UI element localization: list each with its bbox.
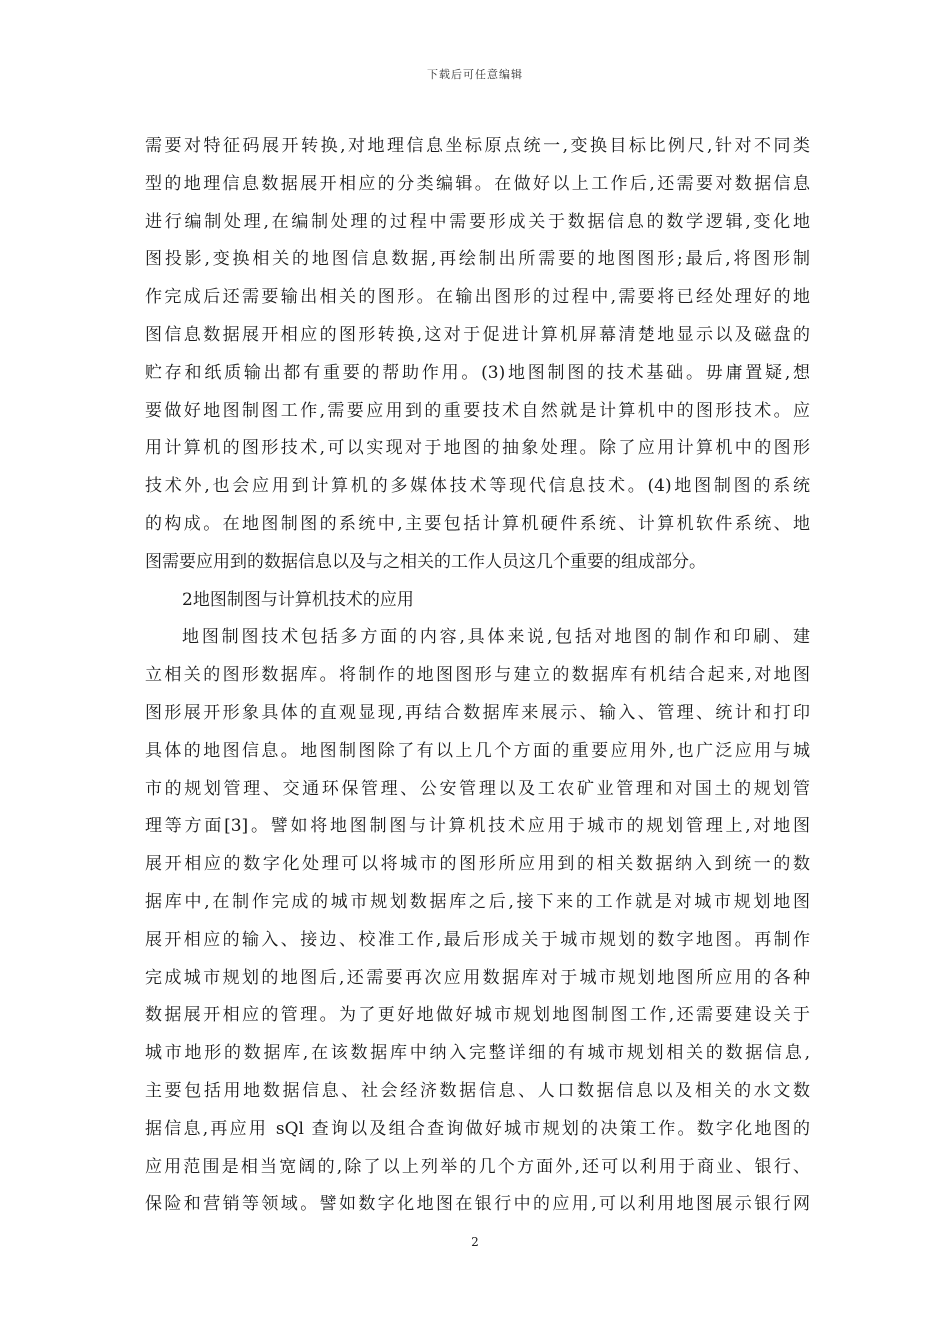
text-line: 据信息,再应用 sQl 查询以及组合查询做好城市规划的决策工作。数字化地图的 bbox=[145, 1118, 810, 1139]
text-line: 用计算机的图形技术,可以实现对于地图的抽象处理。除了应用计算机中的图形 bbox=[145, 438, 810, 459]
text-line: 需要对特征码展开转换,对地理信息坐标原点统一,变换目标比例尺,针对不同类 bbox=[145, 136, 810, 156]
text-line: 图形展开形象具体的直观显现,再结合数据库来展示、输入、管理、统计和打印 bbox=[145, 702, 810, 723]
text-line: 要做好地图制图工作,需要应用到的重要技术自然就是计算机中的图形技术。应 bbox=[145, 400, 810, 421]
document-body bbox=[145, 128, 810, 1224]
text-line: 展开相应的数字化处理可以将城市的图形所应用到的相关数据纳入到统一的数 bbox=[145, 854, 810, 875]
text-line: 城市地形的数据库,在该数据库中纳入完整详细的有城市规划相关的数据信息, bbox=[145, 1043, 810, 1064]
text-line: 保险和营销等领域。譬如数字化地图在银行中的应用,可以利用地图展示银行网 bbox=[145, 1194, 810, 1215]
text-line: 图需要应用到的数据信息以及与之相关的工作人员这几个重要的组成部分。 bbox=[145, 551, 706, 572]
text-line: 应用范围是相当宽阔的,除了以上列举的几个方面外,还可以利用于商业、银行、 bbox=[145, 1156, 810, 1177]
text-line: 理等方面[3]。譬如将地图制图与计算机技术应用于城市的规划管理上,对地图 bbox=[145, 816, 810, 837]
text-line: 作完成后还需要输出相关的图形。在输出图形的过程中,需要将已经处理好的地 bbox=[145, 287, 810, 308]
text-line: 图投影,变换相关的地图信息数据,再绘制出所需要的地图图形;最后,将图形制 bbox=[145, 249, 810, 270]
text-line: 主要包括用地数据信息、社会经济数据信息、人口数据信息以及相关的水文数 bbox=[145, 1080, 810, 1101]
text-line: 图信息数据展开相应的图形转换,这对于促进计算机屏幕清楚地显示以及磁盘的 bbox=[145, 324, 810, 345]
text-line: 据库中,在制作完成的城市规划数据库之后,接下来的工作就是对城市规划地图 bbox=[145, 891, 810, 912]
page-header: 下载后可任意编辑 bbox=[427, 68, 523, 81]
text-line: 数据展开相应的管理。为了更好地做好城市规划地图制图工作,还需要建设关于 bbox=[145, 1005, 810, 1026]
text-line: 具体的地图信息。地图制图除了有以上几个方面的重要应用外,也广泛应用与城 bbox=[145, 740, 810, 761]
text-line: 技术外,也会应用到计算机的多媒体技术等现代信息技术。(4)地图制图的系统 bbox=[145, 476, 810, 497]
page-number: 2 bbox=[471, 1235, 479, 1249]
text-line: 贮存和纸质输出都有重要的帮助作用。(3)地图制图的技术基础。毋庸置疑,想 bbox=[145, 362, 810, 383]
text-line: 的构成。在地图制图的系统中,主要包括计算机硬件系统、计算机软件系统、地 bbox=[145, 513, 810, 534]
text-line: 型的地理信息数据展开相应的分类编辑。在做好以上工作后,还需要对数据信息 bbox=[145, 173, 810, 194]
text-line: 立相关的图形数据库。将制作的地图图形与建立的数据库有机结合起来,对地图 bbox=[145, 665, 810, 686]
text-line: 市的规划管理、交通环保管理、公安管理以及工农矿业管理和对国土的规划管 bbox=[145, 778, 810, 799]
text-line: 进行编制处理,在编制处理的过程中需要形成关于数据信息的数学逻辑,变化地 bbox=[145, 211, 810, 232]
section-heading: 2地图制图与计算机技术的应用 bbox=[182, 589, 414, 610]
text-line: 完成城市规划的地图后,还需要再次应用数据库对于城市规划地图所应用的各种 bbox=[145, 967, 810, 988]
text-line: 展开相应的输入、接边、校准工作,最后形成关于城市规划的数字地图。再制作 bbox=[145, 929, 810, 950]
text-line: 地图制图技术包括多方面的内容,具体来说,包括对地图的制作和印刷、建 bbox=[182, 627, 810, 648]
